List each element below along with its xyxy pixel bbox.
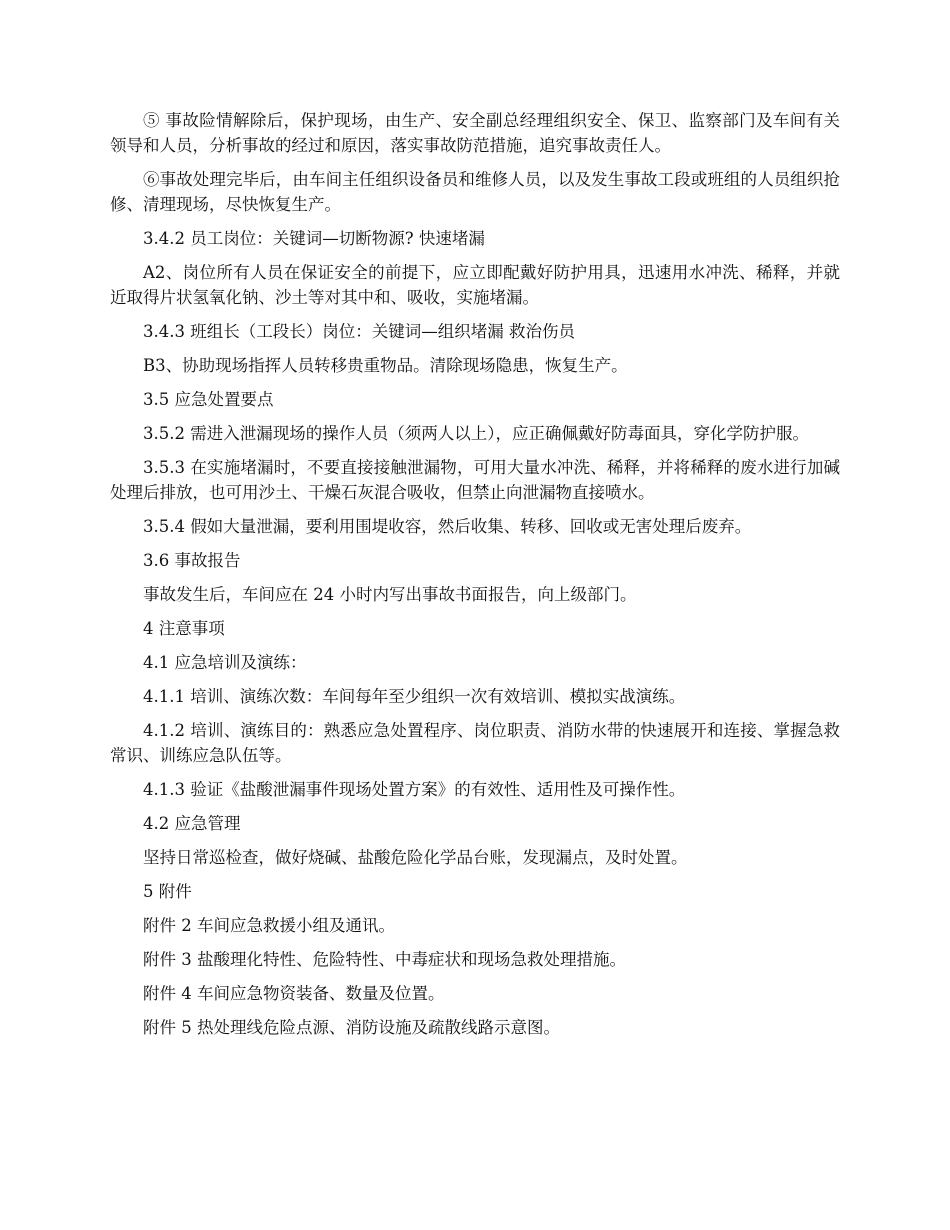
attachment-4: 附件 4 车间应急物资装备、数量及位置。: [143, 984, 445, 1003]
section-heading-3-6: 3.6 事故报告: [143, 551, 241, 570]
attachment-3: 附件 3 盐酸理化特性、危险特性、中毒症状和现场急救处理措施。: [143, 950, 626, 969]
paragraph-accident-clearance: ⑤ 事故险情解除后，保护现场，由生产、安全副总经理组织安全、保卫、监察部门及车间有关领导和人员，分析事故的经过和原因，落实事故防范措施，追究事故责任人。: [110, 111, 840, 155]
paragraph-4-1-1: 4.1.1 培训、演练次数：车间每年至少组织一次有效培训、模拟实战演练。: [143, 687, 686, 706]
paragraph-3-5-3: 3.5.3 在实施堵漏时，不要直接接触泄漏物，可用大量水冲洗、稀释，并将稀释的废水进行加碱处理后排放，也可用沙土、干燥石灰混合吸收，但禁止向泄漏物直接喷水。: [110, 458, 840, 502]
paragraph-3-5-2: 3.5.2 需进入泄漏现场的操作人员（须两人以上），应正确佩戴好防毒面具，穿化学防护服。: [143, 424, 809, 443]
section-heading-4-1: 4.1 应急培训及演练：: [143, 653, 307, 672]
paragraph-3-5-4: 3.5.4 假如大量泄漏，要利用围堤收容，然后收集、转移、回收或无害处理后废弃。: [143, 517, 752, 536]
section-heading-5: 5 附件: [143, 882, 192, 901]
section-heading-4-2: 4.2 应急管理: [143, 814, 241, 833]
attachment-2: 附件 2 车间应急救援小组及通讯。: [143, 916, 395, 935]
attachment-5: 附件 5 热处理线危险点源、消防设施及疏散线路示意图。: [143, 1018, 560, 1037]
paragraph-accident-handling: ⑥事故处理完毕后，由车间主任组织设备员和维修人员，以及发生事故工段或班组的人员组织抢修、清理现场，尽快恢复生产。: [110, 170, 840, 214]
document-body: [110, 108, 840, 1049]
paragraph-accident-report: 事故发生后，车间应在 24 小时内写出事故书面报告，向上级部门。: [143, 585, 637, 604]
section-heading-4: 4 注意事项: [143, 619, 225, 638]
section-heading-3-4-2: 3.4.2 员工岗位：关键词—切断物源? 快速堵漏: [143, 229, 485, 248]
paragraph-daily-inspection: 坚持日常巡检查，做好烧碱、盐酸危险化学品台账，发现漏点，及时处置。: [143, 848, 688, 867]
paragraph-a2: A2、岗位所有人员在保证安全的前提下，应立即配戴好防护用具，迅速用水冲洗、稀释，并就近取得片状氢氧化钠、沙土等对其中和、吸收，实施堵漏。: [110, 263, 840, 307]
paragraph-b3: B3、协助现场指挥人员转移贵重物品。清除现场隐患，恢复生产。: [143, 356, 628, 375]
section-heading-3-4-3: 3.4.3 班组长（工段长）岗位：关键词—组织堵漏 救治伤员: [143, 322, 575, 341]
paragraph-4-1-2: 4.1.2 培训、演练目的：熟悉应急处置程序、岗位职责、消防水带的快速展开和连接、掌握急救常识、训练应急队伍等。: [110, 721, 840, 765]
section-heading-3-5: 3.5 应急处置要点: [143, 390, 274, 409]
paragraph-4-1-3: 4.1.3 验证《盐酸泄漏事件现场处置方案》的有效性、适用性及可操作性。: [143, 780, 686, 799]
